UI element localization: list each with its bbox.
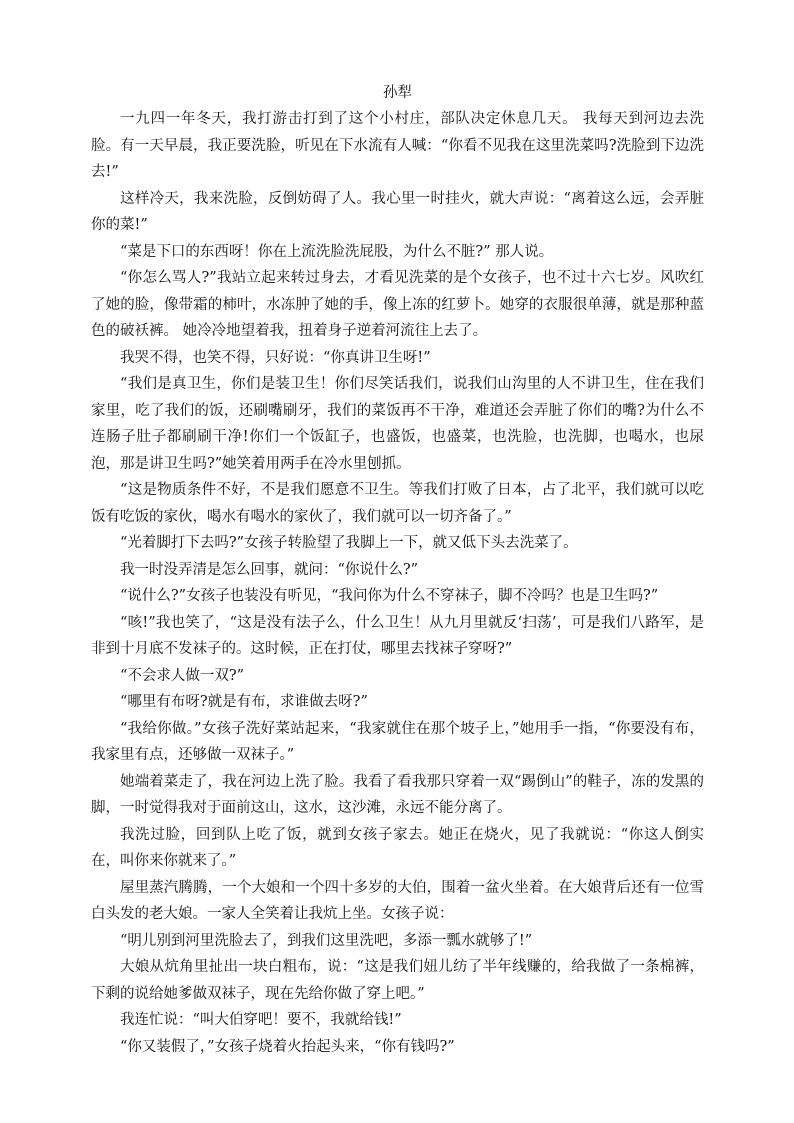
paragraph-4: “你怎么骂人?”我站立起来转过身去，才看见洗菜的是个女孩子，也不过十六七岁。风吹红了她的脸，像带霜的柿叶，水冻肿了她的手，像上冻的红萝卜。她穿的衣服很单薄，就是那种蓝色的破袄裤。 她冷冷地望着我，扭着身子逆着河流往上去了。 [91, 270, 704, 339]
paragraph-11: “咳!”我也笑了，“这是没有法子么，什么卫生！从九月里就反‘扫荡’，可是我们八路军，是非到十月底不发袜子的。这时候，正在打仗，哪里去找袜子穿呀?” [91, 614, 704, 657]
paragraph-18: “明儿别到河里洗脸去了，到我们这里洗吧，多添一瓢水就够了!” [120, 932, 533, 949]
document-page [91, 82, 704, 1060]
paragraph-20: 我连忙说：“叫大伯穿吧！要不，我就给钱!” [120, 1012, 402, 1028]
paragraph-2: 这样冷天，我来洗脸，反倒妨碍了人。我心里一时挂火，就大声说：“离着这么远，会弄脏你的菜!” [91, 190, 704, 233]
paragraph-3: “菜是下口的东西呀！你在上流洗脸洗屁股，为什么不脏?” 那人说。 [120, 243, 554, 260]
paragraph-19: 大娘从炕角里扯出一块白粗布，说：“这是我们妞儿纺了半年线赚的，给我做了一条棉裤，下剩的说给她爹做双袜子，现在先给你做了穿上吧。” [91, 959, 704, 1002]
paragraph-13: “哪里有布呀?就是有布，求谁做去呀?” [120, 694, 368, 710]
paragraph-21: “你又装假了，”女孩子烧着火抬起头来，“你有钱吗?” [120, 1038, 455, 1055]
story-body [91, 106, 704, 1060]
paragraph-9: 我一时没弄清是怎么回事，就问：“你说什么?” [120, 561, 419, 578]
paragraph-16: 我洗过脸，回到队上吃了饭，就到女孩子家去。她正在烧火，见了我就说：“你这人倒实在，叫你来你就来了。” [91, 826, 704, 869]
paragraph-12: “不会求人做一双?” [120, 667, 245, 684]
paragraph-1: 一九四一年冬天，我打游击打到了这个小村庄，部队决定休息几天。 我每天到河边去洗脸。有一天早晨，我正要洗脸，听见在下水流有人喊：“你看不见我在这里洗菜吗?洗脸到下边洗去!” [91, 111, 704, 180]
paragraph-8: “光着脚打下去吗?”女孩子转脸望了我脚上一下，就又低下头去洗菜了。 [120, 535, 578, 551]
paragraph-15: 她端着菜走了，我在河边上洗了脸。我看了看我那只穿着一双“踢倒山”的鞋子，冻的发黑的脚，一时觉得我对于面前这山，这水，这沙滩，永远不能分离了。 [91, 773, 704, 816]
author-name: 孙犁 [383, 85, 412, 101]
paragraph-14: “我给你做。”女孩子洗好菜站起来，“我家就住在那个坡子上，”她用手一指，“你要没有布，我家里有点，还够做一双袜子。” [91, 720, 704, 763]
paragraph-5: 我哭不得，也笑不得，只好说：“你真讲卫生呀!” [120, 349, 431, 366]
paragraph-10: “说什么?”女孩子也装没有听见，“我问你为什么不穿袜子，脚不冷吗？也是卫生吗?” [120, 588, 659, 604]
paragraph-6: “我们是真卫生，你们是装卫生！你们尽笑话我们，说我们山沟里的人不讲卫生，住在我们家里，吃了我们的饭，还刷嘴刷牙，我们的菜饭再不干净，难道还会弄脏了你们的嘴?为什么不连肠子肚子都刷刷干净!你们一个饭缸子，也盛饭，也盛菜，也洗脸，也洗脚，也喝水，也尿泡，那是讲卫生吗?”她笑着用两手在冷水里刨抓。 [91, 376, 704, 472]
paragraph-7: “这是物质条件不好，不是我们愿意不卫生。等我们打败了日本，占了北平，我们就可以吃饭有吃饭的家伙，喝水有喝水的家伙了，我们就可以一切齐备了。” [91, 482, 704, 525]
paragraph-17: 屋里蒸汽腾腾，一个大娘和一个四十多岁的大伯，围着一盆火坐着。在大娘背后还有一位雪白头发的老大娘。一家人全笑着让我炕上坐。女孩子说： [91, 879, 704, 922]
